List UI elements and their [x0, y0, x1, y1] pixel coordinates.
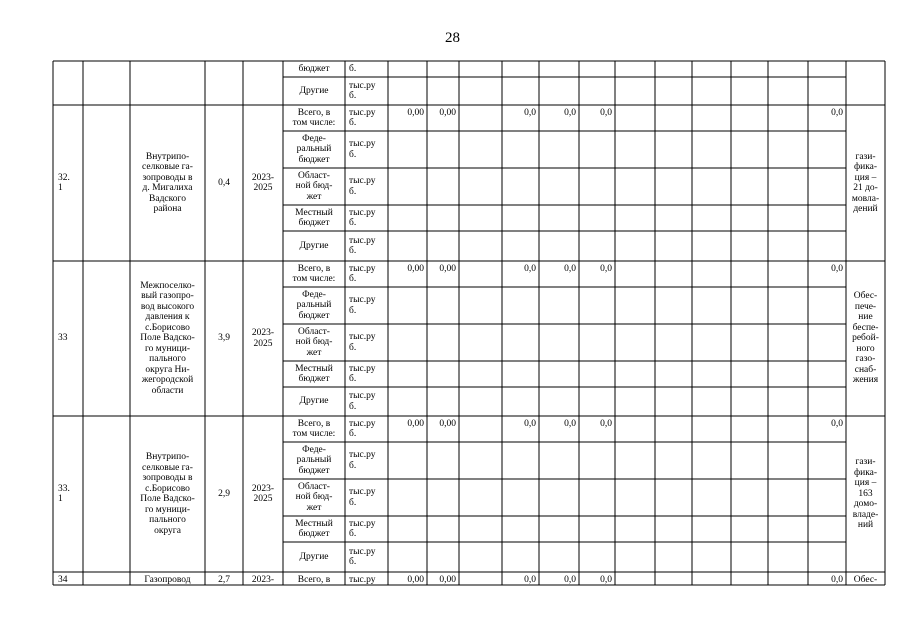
row-number: 33. 1	[58, 483, 70, 504]
row-number: 34	[58, 575, 68, 585]
value-cell: 0,00	[407, 263, 424, 274]
unit-cell: тыс.ру б.	[349, 139, 376, 160]
object-name: Межпоселко- вый газопро- вод высокого давления к с.Борисово Поле Вадско- го муници- пального округа Ни- жегородской области	[140, 280, 195, 396]
unit-cell: тыс.ру	[349, 575, 376, 585]
row-number: 33	[58, 333, 68, 344]
length-km: 3,9	[218, 333, 230, 344]
value-cell: 0,0	[600, 263, 612, 274]
value-cell: 0,0	[831, 263, 843, 274]
value-cell: 0,0	[600, 575, 612, 585]
source-cell: Феде- ральный бюджет	[296, 444, 332, 476]
source-cell: Феде- ральный бюджет	[296, 133, 332, 165]
source-cell: Местный бюджет	[295, 363, 333, 384]
unit-cell: тыс.ру б.	[349, 418, 376, 439]
result: гази- фика- ция – 21 до- мовла- дений	[851, 151, 880, 214]
period: 2023- 2025	[251, 328, 275, 349]
result: гази- фика- ция – 163 домо- владе- ний	[852, 457, 879, 531]
unit-cell: тыс.ру б.	[349, 80, 376, 101]
value-cell: 0,0	[564, 263, 576, 274]
unit-cell: тыс.ру б.	[349, 295, 376, 316]
period: 2023-	[251, 575, 275, 585]
value-cell: 0,0	[831, 418, 843, 429]
unit-cell: тыс.ру б.	[349, 363, 376, 384]
source-cell: бюджет	[298, 63, 330, 74]
source-cell: Феде- ральный бюджет	[296, 289, 332, 321]
value-cell: 0,0	[564, 418, 576, 429]
unit-cell: тыс.ру б.	[349, 518, 376, 539]
value-cell: 0,00	[407, 575, 424, 585]
value-cell: 0,00	[439, 107, 456, 118]
value-cell: 0,0	[524, 263, 536, 274]
source-cell: Местный бюджет	[295, 518, 333, 539]
source-cell: Всего, в том числе:	[292, 107, 336, 128]
value-cell: 0,0	[831, 575, 843, 585]
length-km: 2,7	[218, 575, 230, 585]
unit-cell: тыс.ру б.	[349, 107, 376, 128]
source-cell: Местный бюджет	[295, 207, 333, 228]
source-cell: Другие	[299, 240, 329, 251]
unit-cell: тыс.ру б.	[349, 235, 376, 256]
value-cell: 0,0	[600, 107, 612, 118]
unit-cell: тыс.ру б.	[349, 332, 376, 353]
value-cell: 0,0	[564, 107, 576, 118]
value-cell: 0,0	[524, 575, 536, 585]
source-cell: Област- ной бюд- жет	[295, 170, 333, 202]
source-cell: Другие	[299, 85, 329, 96]
source-cell: Всего, в	[297, 575, 331, 585]
value-cell: 0,00	[439, 263, 456, 274]
unit-cell: тыс.ру б.	[349, 487, 376, 508]
value-cell: 0,0	[524, 418, 536, 429]
unit-cell: тыс.ру б.	[349, 546, 376, 567]
period: 2023- 2025	[251, 483, 275, 504]
source-cell: Област- ной бюд- жет	[295, 481, 333, 513]
period: 2023- 2025	[251, 172, 275, 193]
object-name: Внутрипо- селковые га- зопроводы в с.Борисово Поле Вадско- го муници- пального округа	[140, 452, 195, 536]
value-cell: 0,00	[439, 418, 456, 429]
value-cell: 0,00	[407, 418, 424, 429]
value-cell: 0,0	[524, 107, 536, 118]
object-name: Газопровод	[144, 575, 191, 585]
unit-cell: тыс.ру б.	[349, 450, 376, 471]
source-cell: Област- ной бюд- жет	[295, 326, 333, 358]
result: Обес-	[853, 575, 878, 585]
result: Обес- пече- ние беспе- ребой- ного газо- снаб- жения	[852, 291, 879, 386]
value-cell: 0,00	[439, 575, 456, 585]
value-cell: 0,0	[600, 418, 612, 429]
value-cell: 0,00	[407, 107, 424, 118]
length-km: 0,4	[218, 177, 230, 188]
value-cell: 0,0	[831, 107, 843, 118]
length-km: 2,9	[218, 488, 230, 499]
source-cell: Другие	[299, 551, 329, 562]
unit-cell: тыс.ру б.	[349, 207, 376, 228]
page-number: 28	[445, 30, 460, 46]
source-cell: Всего, в том числе:	[292, 263, 336, 284]
unit-cell: тыс.ру б.	[349, 263, 376, 284]
source-cell: Другие	[299, 396, 329, 407]
value-cell: 0,0	[564, 575, 576, 585]
unit-cell: б.	[349, 63, 357, 74]
row-number: 32. 1	[58, 172, 70, 193]
unit-cell: тыс.ру б.	[349, 391, 376, 412]
object-name: Внутрипо- селковые га- зопроводы в д. Мигалиха Вадского района	[142, 151, 193, 214]
source-cell: Всего, в том числе:	[292, 418, 336, 439]
unit-cell: тыс.ру б.	[349, 176, 376, 197]
